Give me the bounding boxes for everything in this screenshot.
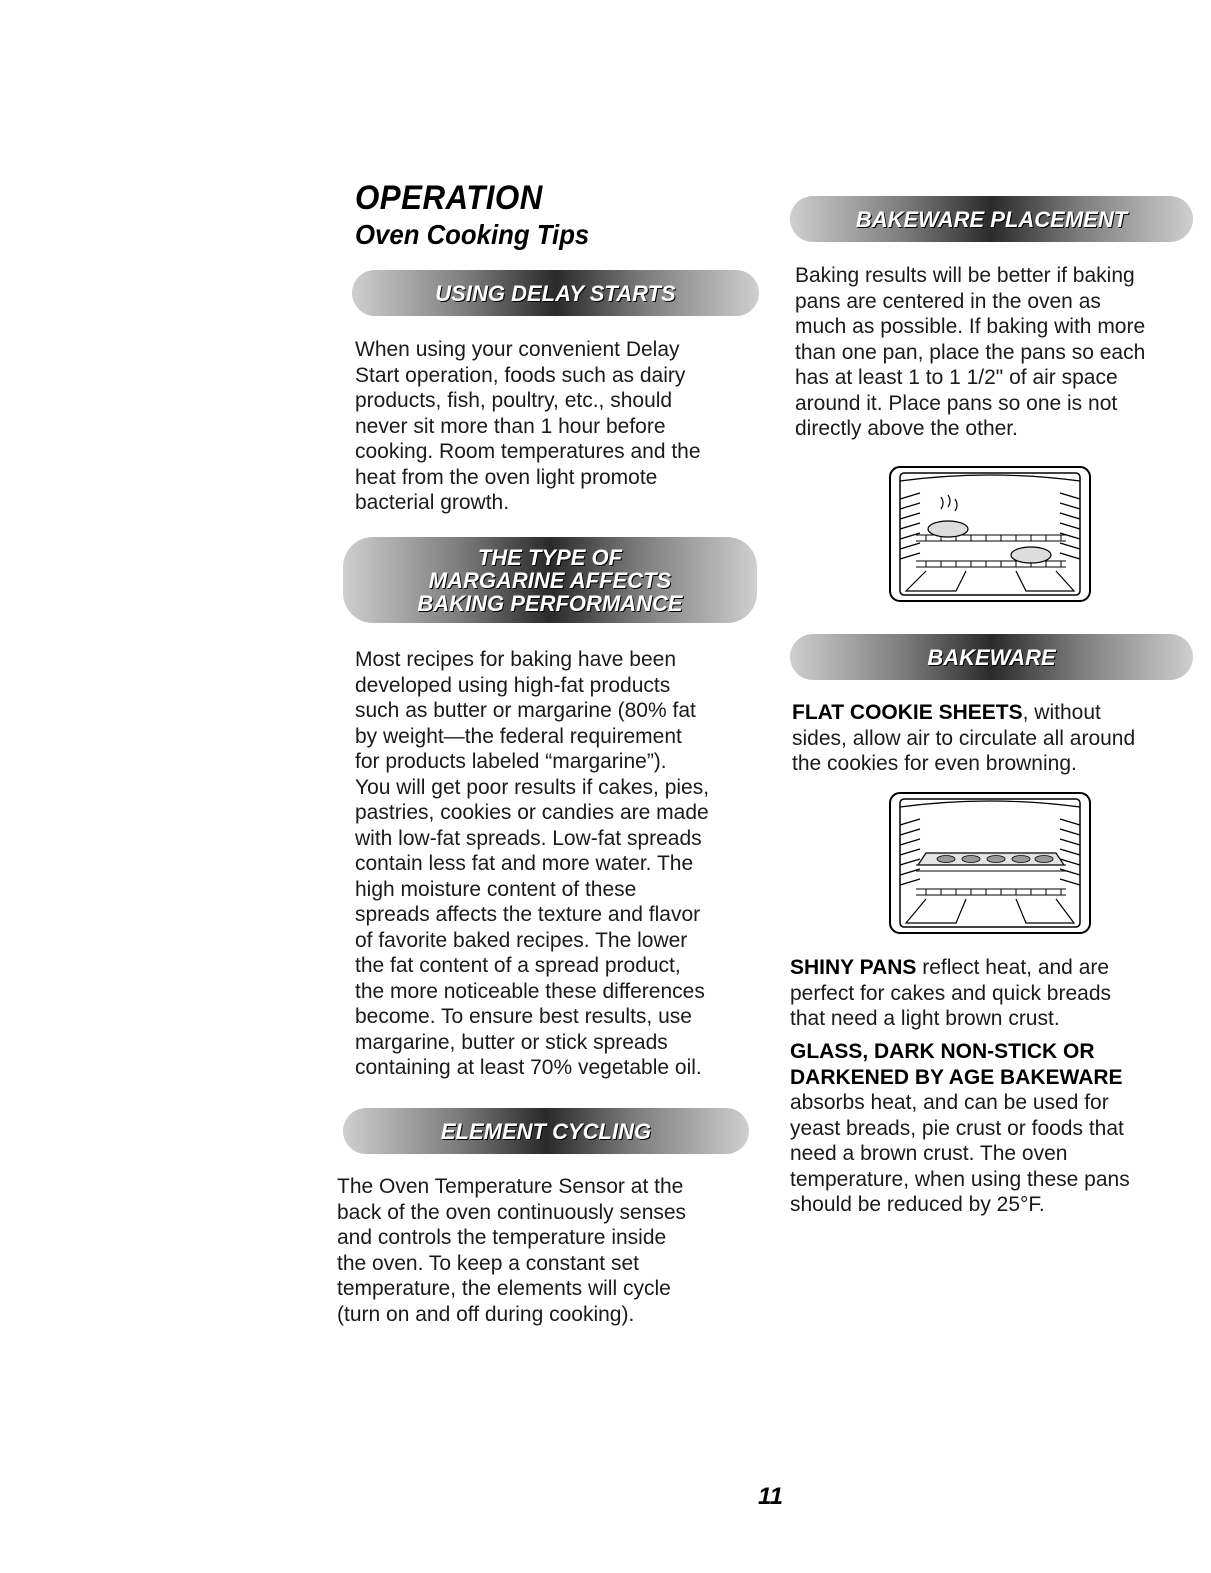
text-line: spreads affects the texture and flavor bbox=[355, 903, 701, 926]
text-line: cooking. Room temperatures and the bbox=[355, 440, 701, 463]
glass-bakeware-heading: DARKENED BY AGE BAKEWARE bbox=[790, 1065, 1123, 1089]
text-line: high moisture content of these bbox=[355, 877, 637, 901]
text-line: When using your convenient Delay bbox=[355, 338, 680, 361]
text-line: products, fish, poultry, etc., should bbox=[355, 389, 673, 412]
section-banner-delay-starts: USING DELAY STARTS bbox=[352, 270, 759, 316]
text-line: pastries, cookies or candies are made bbox=[355, 801, 709, 824]
glass-bakeware-heading: GLASS, DARK NON-STICK OR bbox=[790, 1040, 1095, 1063]
flat-cookie-sheets-heading: FLAT COOKIE SHEETS bbox=[792, 701, 1023, 724]
text-line: The Oven Temperature Sensor at the bbox=[337, 1175, 684, 1198]
text-line: yeast breads, pie crust or foods that bbox=[790, 1116, 1124, 1140]
text-line: and controls the temperature inside bbox=[337, 1226, 667, 1249]
shiny-pans-text bbox=[790, 955, 1111, 1032]
text-line: pans are centered in the oven as bbox=[795, 289, 1101, 313]
text-line: bacterial growth. bbox=[355, 491, 510, 514]
text-line: become. To ensure best results, use bbox=[355, 1005, 692, 1028]
text-line: need a brown crust. The oven bbox=[790, 1142, 1068, 1165]
text-line: by weight—the federal requirement bbox=[355, 724, 682, 748]
text-line: should be reduced by 25°F. bbox=[790, 1193, 1045, 1216]
text-line: such as butter or margarine (80% fat bbox=[355, 699, 696, 722]
text-line: than one pan, place the pans so each bbox=[795, 340, 1146, 364]
banner-line: THE TYPE OF bbox=[477, 544, 623, 570]
delay-starts-text bbox=[355, 337, 701, 516]
text-line: the cookies for even browning. bbox=[792, 752, 1077, 775]
page-subtitle: Oven Cooking Tips bbox=[355, 219, 590, 250]
banner-line: BAKING PERFORMANCE bbox=[417, 590, 683, 616]
oven-cookie-sheet-illustration bbox=[886, 789, 1094, 937]
text-line: temperature, the elements will cycle bbox=[337, 1277, 671, 1300]
text-line: Baking results will be better if baking bbox=[795, 264, 1135, 287]
text-line: that need a light brown crust. bbox=[790, 1007, 1060, 1030]
glass-bakeware-text bbox=[790, 1039, 1130, 1218]
text-line: the more noticeable these differences bbox=[355, 979, 705, 1003]
text-line: with low-fat spreads. Low-fat spreads bbox=[355, 826, 702, 850]
text-line: Start operation, foods such as dairy bbox=[355, 363, 686, 387]
text-fragment: , without bbox=[1022, 701, 1101, 724]
text-line: heat from the oven light promote bbox=[355, 465, 658, 489]
text-line: has at least 1 to 1 1/2" of air space bbox=[795, 366, 1118, 389]
shiny-pans-heading: SHINY PANS bbox=[790, 956, 917, 979]
text-line: (turn on and off during cooking). bbox=[337, 1302, 635, 1326]
page-title: OPERATION bbox=[355, 179, 543, 217]
section-banner-bakeware: BAKEWARE bbox=[790, 634, 1193, 680]
oven-two-pans-illustration bbox=[886, 463, 1094, 605]
text-line: directly above the other. bbox=[795, 417, 1018, 440]
section-banner-element-cycling: ELEMENT CYCLING bbox=[343, 1108, 749, 1154]
text-line: Most recipes for baking have been bbox=[355, 648, 677, 671]
text-line: You will get poor results if cakes, pies, bbox=[355, 775, 710, 799]
margarine-text bbox=[355, 647, 709, 1081]
section-banner-margarine bbox=[343, 537, 757, 623]
section-banner-bakeware-placement: BAKEWARE PLACEMENT bbox=[790, 196, 1193, 242]
text-line: the oven. To keep a constant set bbox=[337, 1251, 639, 1275]
text-line: back of the oven continuously senses bbox=[337, 1200, 687, 1224]
text-line: developed using high-fat products bbox=[355, 673, 671, 697]
text-line: perfect for cakes and quick breads bbox=[790, 981, 1112, 1005]
element-cycling-text bbox=[337, 1174, 686, 1327]
banner-line: MARGARINE AFFECTS bbox=[428, 567, 672, 593]
text-line: margarine, butter or stick spreads bbox=[355, 1030, 668, 1054]
text-line: absorbs heat, and can be used for bbox=[790, 1091, 1109, 1114]
text-line: the fat content of a spread product, bbox=[355, 954, 681, 977]
page-heading bbox=[355, 178, 610, 252]
flat-cookie-sheets-text bbox=[792, 700, 1135, 777]
text-line: sides, allow air to circulate all around bbox=[792, 726, 1136, 750]
text-fragment: reflect heat, and are bbox=[916, 956, 1110, 979]
text-line bbox=[792, 700, 1135, 726]
text-line bbox=[790, 955, 1111, 981]
text-line: of favorite baked recipes. The lower bbox=[355, 928, 688, 952]
page-number: 11 bbox=[758, 1483, 783, 1510]
bakeware-placement-text bbox=[795, 263, 1145, 442]
text-line: contain less fat and more water. The bbox=[355, 852, 694, 875]
text-line: never sit more than 1 hour before bbox=[355, 414, 666, 438]
text-line: for products labeled “margarine”). bbox=[355, 750, 667, 773]
text-line: around it. Place pans so one is not bbox=[795, 391, 1118, 415]
text-line: temperature, when using these pans bbox=[790, 1167, 1130, 1191]
text-line: much as possible. If baking with more bbox=[795, 315, 1146, 338]
text-line: containing at least 70% vegetable oil. bbox=[355, 1056, 702, 1079]
